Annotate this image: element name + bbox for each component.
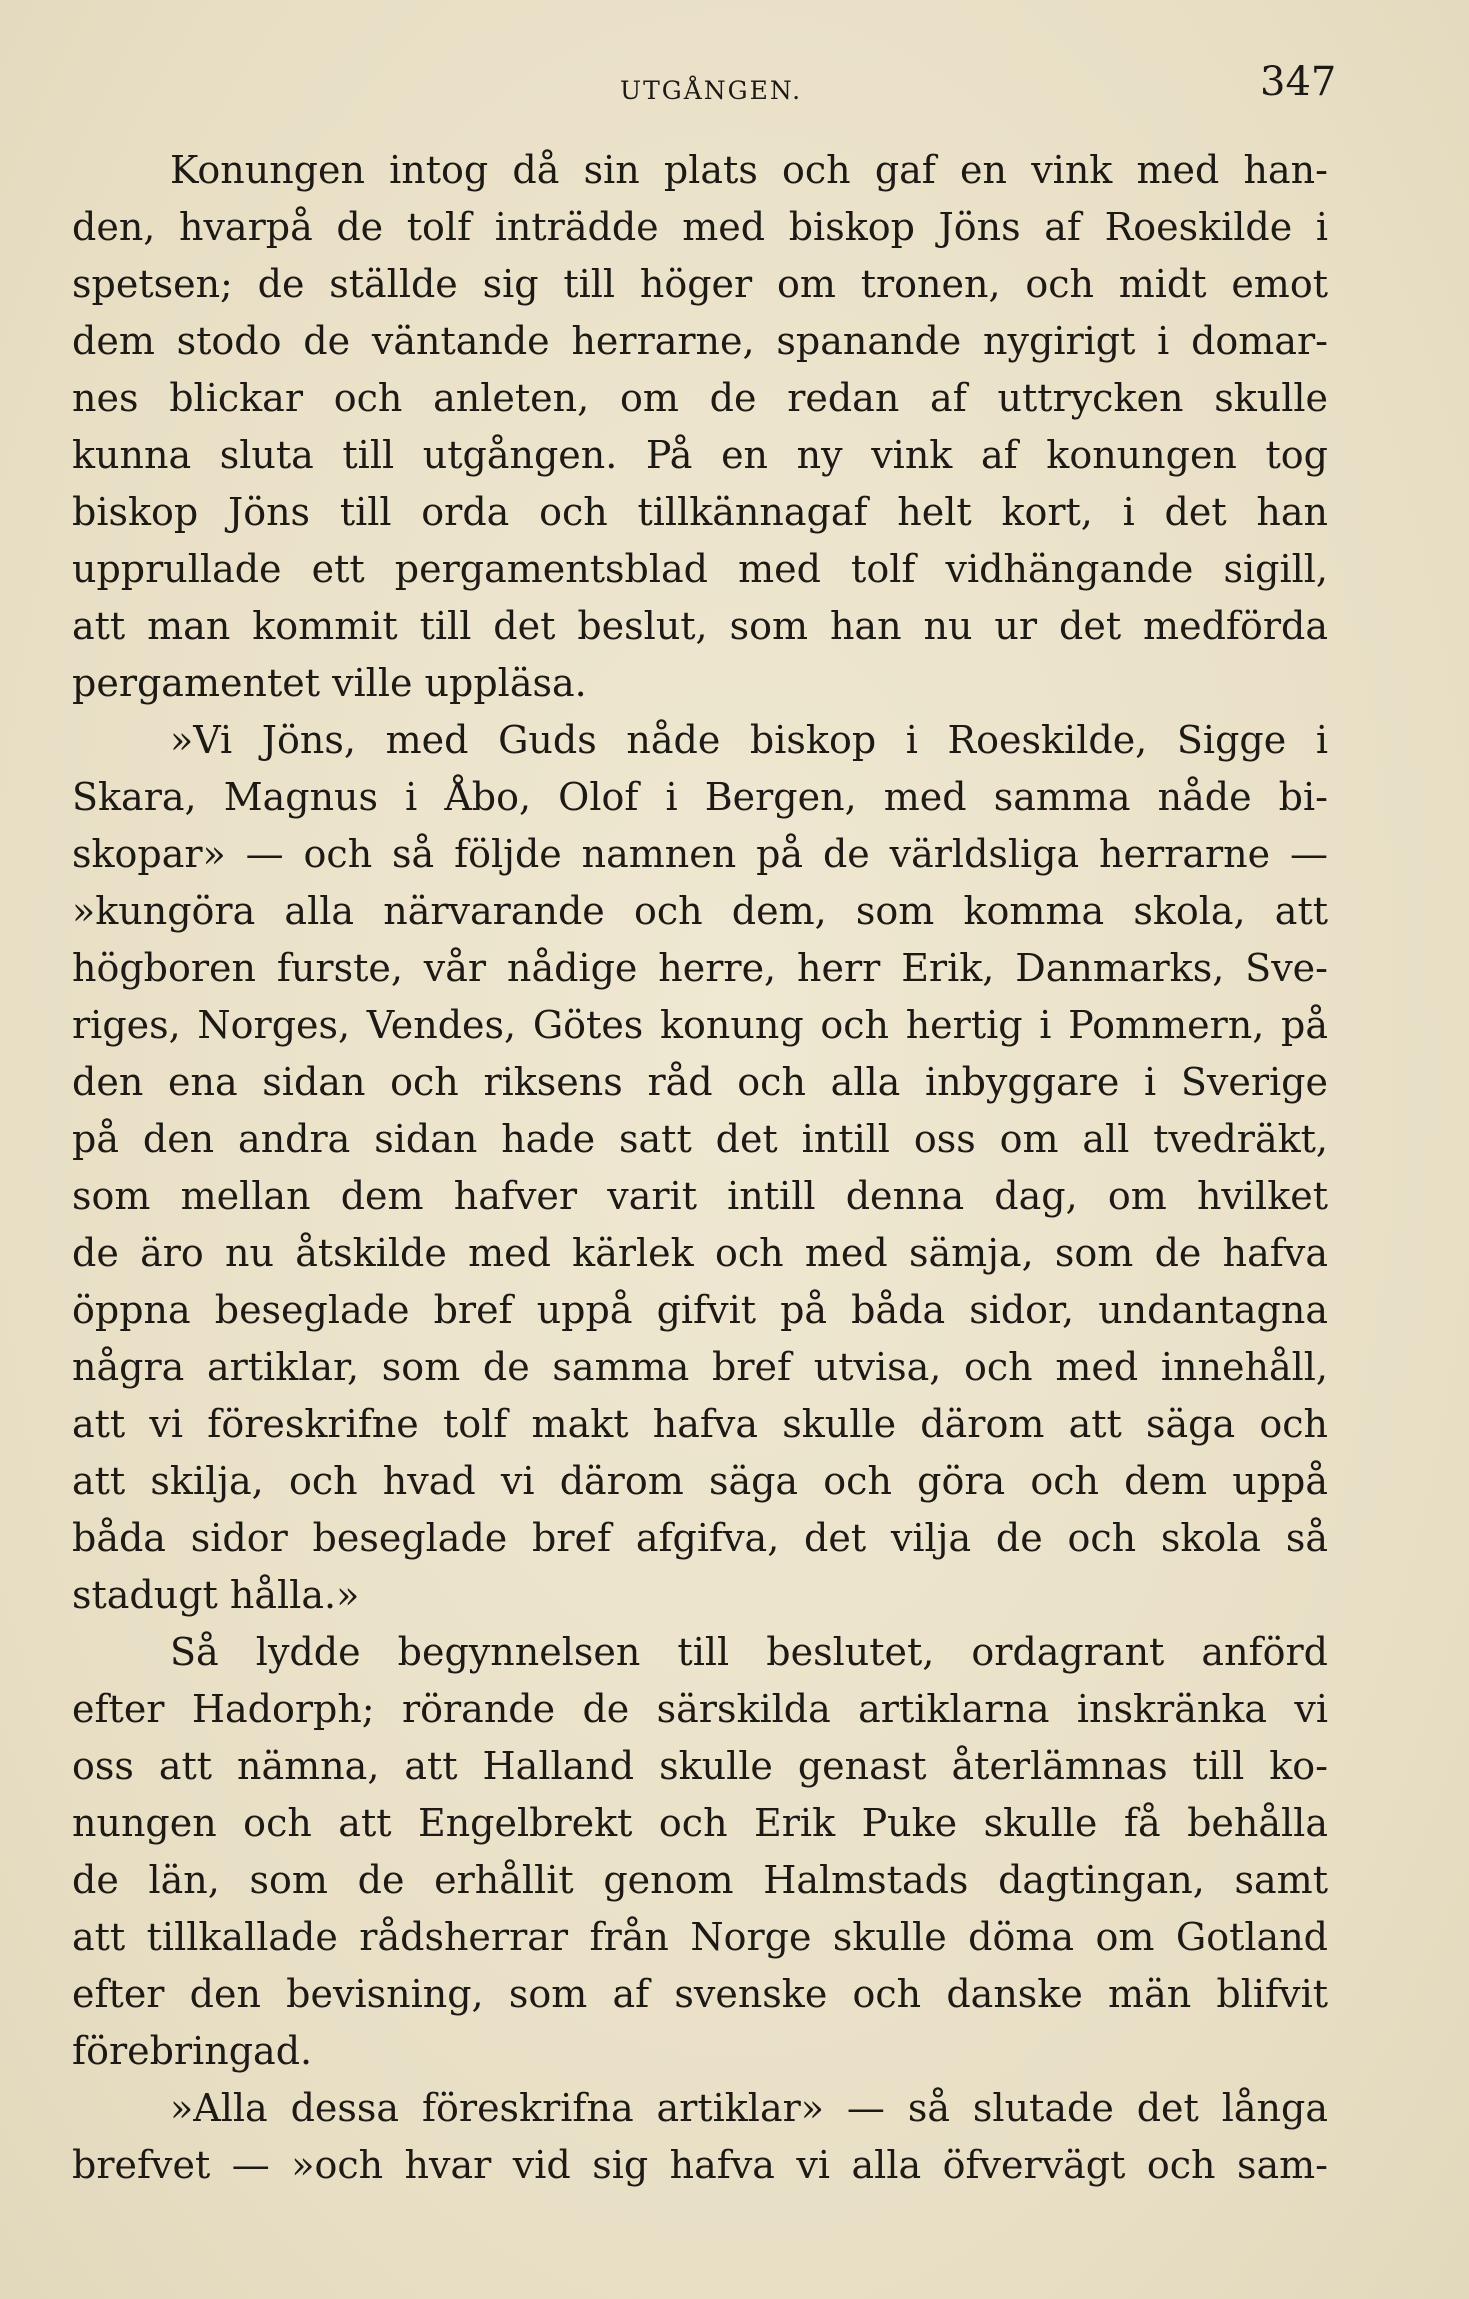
text-line: riges, Norges, Vendes, Götes konung och hertig i Pommern, på xyxy=(72,1003,1328,1047)
text-line: »kungöra alla närvarande och dem, som komma skola, att xyxy=(72,889,1328,933)
text-line: båda sidor beseglade bref afgifva, det vilja de och skola så xyxy=(72,1516,1328,1560)
text-line: »Vi Jöns, med Guds nåde biskop i Roeskilde, Sigge i xyxy=(170,718,1328,762)
text-line: Konungen intog då sin plats och gaf en vink med han- xyxy=(170,148,1328,192)
text-line: att tillkallade rådsherrar från Norge skulle döma om Gotland xyxy=(72,1915,1328,1959)
text-line: efter den bevisning, som af svenske och danske män blifvit xyxy=(72,1972,1328,2016)
body-text xyxy=(72,142,1328,2194)
text-line: nungen och att Engelbrekt och Erik Puke skulle få behålla xyxy=(72,1801,1328,1845)
text-line: att vi föreskrifne tolf makt hafva skulle därom att säga och xyxy=(72,1402,1328,1446)
text-line: de län, som de erhållit genom Halmstads dagtingan, samt xyxy=(72,1858,1328,1902)
text-line: den ena sidan och riksens råd och alla inbyggare i Sverige xyxy=(72,1060,1328,1104)
text-line: högboren furste, vår nådige herre, herr Erik, Danmarks, Sve- xyxy=(72,946,1328,990)
text-line: »Alla dessa föreskrifna artiklar» — så slutade det långa xyxy=(170,2086,1328,2130)
text-line: Så lydde begynnelsen till beslutet, ordagrant anförd xyxy=(170,1630,1328,1674)
running-title: UTGÅNGEN. xyxy=(620,76,803,105)
text-line: upprullade ett pergamentsblad med tolf vidhängande sigill, xyxy=(72,547,1328,591)
text-line: de äro nu åtskilde med kärlek och med sämja, som de hafva xyxy=(72,1231,1328,1275)
text-line: oss att nämna, att Halland skulle genast återlämnas till ko- xyxy=(72,1744,1328,1788)
text-line: på den andra sidan hade satt det intill oss om all tvedräkt, xyxy=(72,1117,1328,1161)
running-head xyxy=(0,60,1469,110)
text-line: kunna sluta till utgången. På en ny vink af konungen tog xyxy=(72,433,1328,477)
text-line: som mellan dem hafver varit intill denna dag, om hvilket xyxy=(72,1174,1328,1218)
text-line: Skara, Magnus i Åbo, Olof i Bergen, med samma nåde bi- xyxy=(72,775,1328,819)
text-line: den, hvarpå de tolf inträdde med biskop Jöns af Roeskilde i xyxy=(72,205,1328,249)
text-line: stadugt hålla.» xyxy=(72,1573,360,1617)
text-line: pergamentet ville uppläsa. xyxy=(72,661,587,705)
text-line: spetsen; de ställde sig till höger om tronen, och midt emot xyxy=(72,262,1328,306)
text-line: brefvet — »och hvar vid sig hafva vi alla öfvervägt och sam- xyxy=(72,2143,1328,2187)
text-line: att man kommit till det beslut, som han nu ur det medförda xyxy=(72,604,1328,648)
text-line: dem stodo de väntande herrarne, spanande nygirigt i domar- xyxy=(72,319,1328,363)
text-line: skopar» — och så följde namnen på de världsliga herrarne — xyxy=(72,832,1328,876)
text-line: förebringad. xyxy=(72,2029,313,2073)
text-line: att skilja, och hvad vi därom säga och göra och dem uppå xyxy=(72,1459,1328,1503)
text-line: nes blickar och anleten, om de redan af uttrycken skulle xyxy=(72,376,1328,420)
text-line: öppna beseglade bref uppå gifvit på båda sidor, undantagna xyxy=(72,1288,1328,1332)
page-number: 347 xyxy=(1260,59,1337,105)
text-line: efter Hadorph; rörande de särskilda artiklarna inskränka vi xyxy=(72,1687,1328,1731)
text-line: biskop Jöns till orda och tillkännagaf helt kort, i det han xyxy=(72,490,1328,534)
text-line: några artiklar, som de samma bref utvisa, och med innehåll, xyxy=(72,1345,1328,1389)
